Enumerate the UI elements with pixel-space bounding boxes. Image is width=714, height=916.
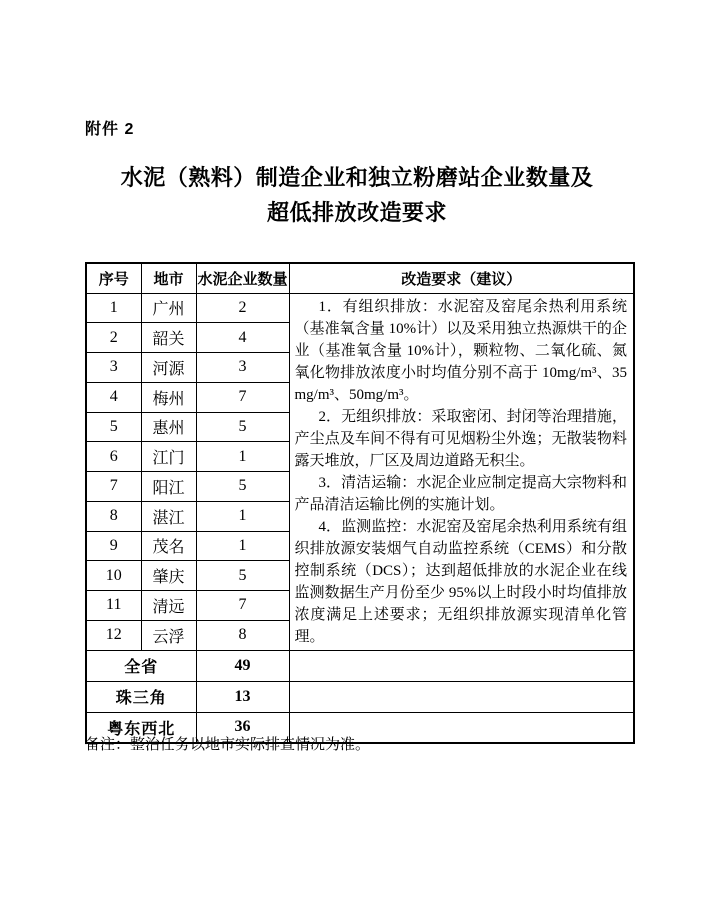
cell-city: 河源 — [141, 353, 196, 383]
cell-count: 1 — [196, 531, 289, 561]
summary-empty-cell — [289, 650, 634, 681]
summary-row-pearl-delta — [86, 681, 634, 712]
cell-city: 江门 — [141, 442, 196, 472]
cell-count: 5 — [196, 412, 289, 442]
summary-row-province — [86, 650, 634, 681]
cell-city: 云浮 — [141, 620, 196, 650]
cell-city: 清远 — [141, 591, 196, 621]
cell-city: 韶关 — [141, 323, 196, 353]
title-line-1: 水泥（熟料）制造企业和独立粉磨站企业数量及 — [120, 165, 594, 190]
cell-seq: 2 — [86, 323, 141, 353]
attachment-label: 附件 2 — [85, 121, 135, 138]
requirement-paragraph-3: 3．清洁运输：水泥企业应制定提高大宗物料和产品清洁运输比例的实施计划。 — [294, 474, 627, 513]
summary-count: 49 — [196, 650, 289, 681]
cell-seq: 7 — [86, 472, 141, 502]
cell-count: 8 — [196, 620, 289, 650]
summary-count: 13 — [196, 681, 289, 712]
header-city: 地市 — [141, 263, 196, 293]
requirement-paragraph-2: 2．无组织排放：采取密闭、封闭等治理措施，产尘点及车间不得有可见烟粉尘外逸；无散装物料露天堆放，厂区及周边道路无积尘。 — [294, 408, 627, 469]
cell-seq: 12 — [86, 620, 141, 650]
cell-count: 1 — [196, 501, 289, 531]
cement-enterprise-table — [85, 262, 635, 744]
requirement-paragraph-4: 4．监测监控：水泥窑及窑尾余热利用系统有组织排放源安装烟气自动监控系统（CEMS）和分散控制系统（DCS）；达到超低排放的水泥企业在线监测数据生产月份至少 95%以上时段小时均值排放浓度满足上述要求；无组织排放源实现清单化管理。 — [294, 518, 627, 645]
cell-seq: 6 — [86, 442, 141, 472]
cell-seq: 10 — [86, 561, 141, 591]
cell-count: 1 — [196, 442, 289, 472]
cell-seq: 11 — [86, 591, 141, 621]
title-line-2: 超低排放改造要求 — [266, 200, 447, 225]
cell-seq: 4 — [86, 382, 141, 412]
summary-empty-cell — [289, 681, 634, 712]
cell-city: 肇庆 — [141, 561, 196, 591]
header-count: 水泥企业数量 — [196, 263, 289, 293]
cell-count: 5 — [196, 472, 289, 502]
cell-seq: 8 — [86, 501, 141, 531]
cell-city: 广州 — [141, 293, 196, 323]
cell-count: 5 — [196, 561, 289, 591]
cell-city: 茂名 — [141, 531, 196, 561]
cell-city: 阳江 — [141, 472, 196, 502]
summary-label: 粤东西北 — [86, 712, 196, 743]
cell-city: 梅州 — [141, 382, 196, 412]
cell-count: 3 — [196, 353, 289, 383]
cell-seq: 3 — [86, 353, 141, 383]
cell-seq: 9 — [86, 531, 141, 561]
table-row — [86, 293, 634, 323]
cell-count: 7 — [196, 382, 289, 412]
cell-seq: 5 — [86, 412, 141, 442]
cell-seq: 1 — [86, 293, 141, 323]
cell-city: 惠州 — [141, 412, 196, 442]
requirement-paragraph-1: 1．有组织排放：水泥窑及窑尾余热利用系统（基准氧含量 10%计）以及采用独立热源烘干的企业（基准氧含量 10%计），颗粒物、二氧化硫、氮氧化物排放浓度小时均值分别不高于 10mg/m³、35mg/m³、50mg/m³。 — [294, 298, 627, 403]
summary-label: 珠三角 — [86, 681, 196, 712]
cell-count: 2 — [196, 293, 289, 323]
requirements-cell — [289, 293, 634, 650]
header-seq: 序号 — [86, 263, 141, 293]
cell-count: 4 — [196, 323, 289, 353]
cell-city: 湛江 — [141, 501, 196, 531]
table-header-row — [86, 263, 634, 293]
summary-count: 36 — [196, 712, 289, 743]
cell-count: 7 — [196, 591, 289, 621]
summary-label: 全省 — [86, 650, 196, 681]
footnote: 备注：整治任务以地市实际排查情况为准。 — [85, 737, 371, 753]
header-requirements: 改造要求（建议） — [289, 263, 634, 293]
document-title — [0, 160, 714, 230]
